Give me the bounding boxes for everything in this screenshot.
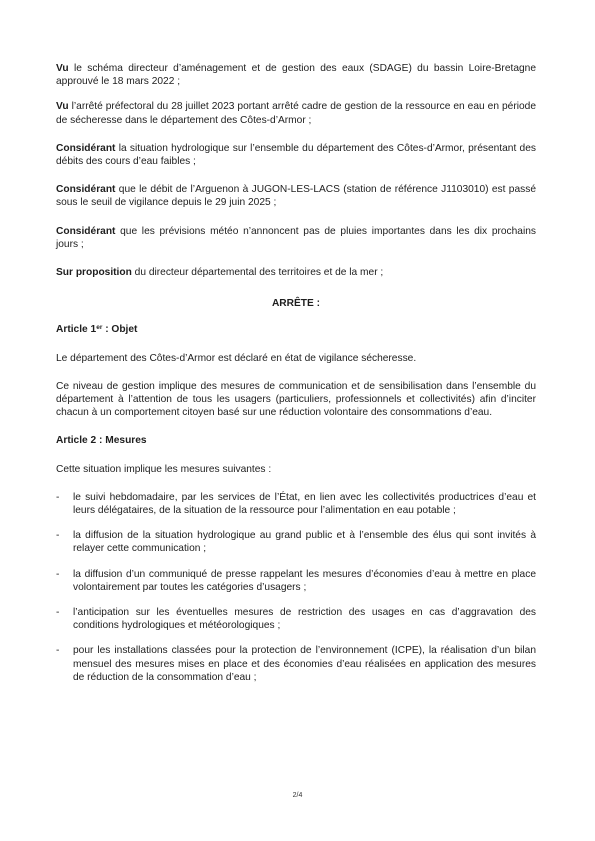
preamble-considerant-debit: Considérant que le débit de l’Arguenon à JUGON-LES-LACS (station de référence J1103010) est passé sous le seuil de vigilance depuis le 29 juin 2025 ; bbox=[56, 184, 536, 209]
article-1-paragraph-1: Le département des Côtes-d’Armor est déclaré en état de vigilance sécheresse. bbox=[56, 352, 417, 364]
preamble-vu-arrete-cadre: Vu l’arrêté préfectoral du 28 juillet 2023 portant arrêté cadre de gestion de la ressource en eau en période de sécheresse dans le département des Côtes-d’Armor ; bbox=[56, 101, 536, 126]
preamble-vu-sdage: Vu le schéma directeur d’aménagement et de gestion des eaux (SDAGE) du bassin Loire-Bretagne approuvé le 18 mars 2022 ; bbox=[56, 63, 536, 88]
document-body bbox=[56, 62, 536, 696]
list-item: - la diffusion d’un communiqué de presse rappelant les mesures d’économies d’eau à mettre en place volontairement par toutes les catégories d’usagers ; bbox=[56, 568, 536, 593]
list-item: - le suivi hebdomadaire, par les services de l’État, en lien avec les collectivités productrices d’eau et leurs délégataires, de la situation de la ressource pour l’alimentation en eau potable ; bbox=[56, 491, 536, 517]
bullet-dash: - bbox=[56, 491, 60, 503]
article-2-intro: Cette situation implique les mesures suivantes : bbox=[56, 463, 272, 475]
decision-title: ARRÊTE : bbox=[271, 298, 321, 310]
bullet-dash: - bbox=[56, 568, 60, 580]
preamble-sur-proposition: Sur proposition du directeur départemental des territoires et de la mer ; bbox=[56, 267, 384, 279]
list-item: - la diffusion de la situation hydrologique au grand public et à l’ensemble des élus qui sont invités à relayer cette communication ; bbox=[56, 530, 536, 555]
bullet-dash: - bbox=[56, 607, 60, 619]
list-item: - pour les installations classées pour la protection de l’environnement (ICPE), la réalisation d’un bilan mensuel des mesures mises en place et des économies d’eau réalisées en application des mesures de réduction de la consommation d’eau ; bbox=[56, 645, 536, 683]
preamble-considerant-situation: Considérant la situation hydrologique sur l’ensemble du département des Côtes-d’Armor, présentant des débits des cours d’eau faibles ; bbox=[56, 142, 536, 168]
measures-list bbox=[56, 491, 536, 684]
bullet-dash: - bbox=[56, 530, 60, 542]
article-2-heading: Article 2 : Mesures bbox=[56, 435, 147, 447]
page-number: 2/4 bbox=[292, 792, 303, 799]
article-1-heading: Article 1er : Objet bbox=[56, 324, 138, 336]
preamble-considerant-meteo: Considérant que les prévisions météo n’annoncent pas de pluies importantes dans les dix prochains jours ; bbox=[56, 225, 536, 250]
list-item: - l’anticipation sur les éventuelles mesures de restriction des usages en cas d’aggravation des conditions hydrologiques et météorologiques ; bbox=[56, 607, 536, 632]
bullet-dash: - bbox=[56, 645, 60, 657]
article-1-paragraph-2: Ce niveau de gestion implique des mesures de communication et de sensibilisation dans l’ensemble du département à l’attention de tous les usagers (particuliers, professionnels et collectivités) afin d’inciter chacun à un comportement citoyen basé sur une réduction volontaire des consommations d’eau. bbox=[56, 380, 536, 419]
